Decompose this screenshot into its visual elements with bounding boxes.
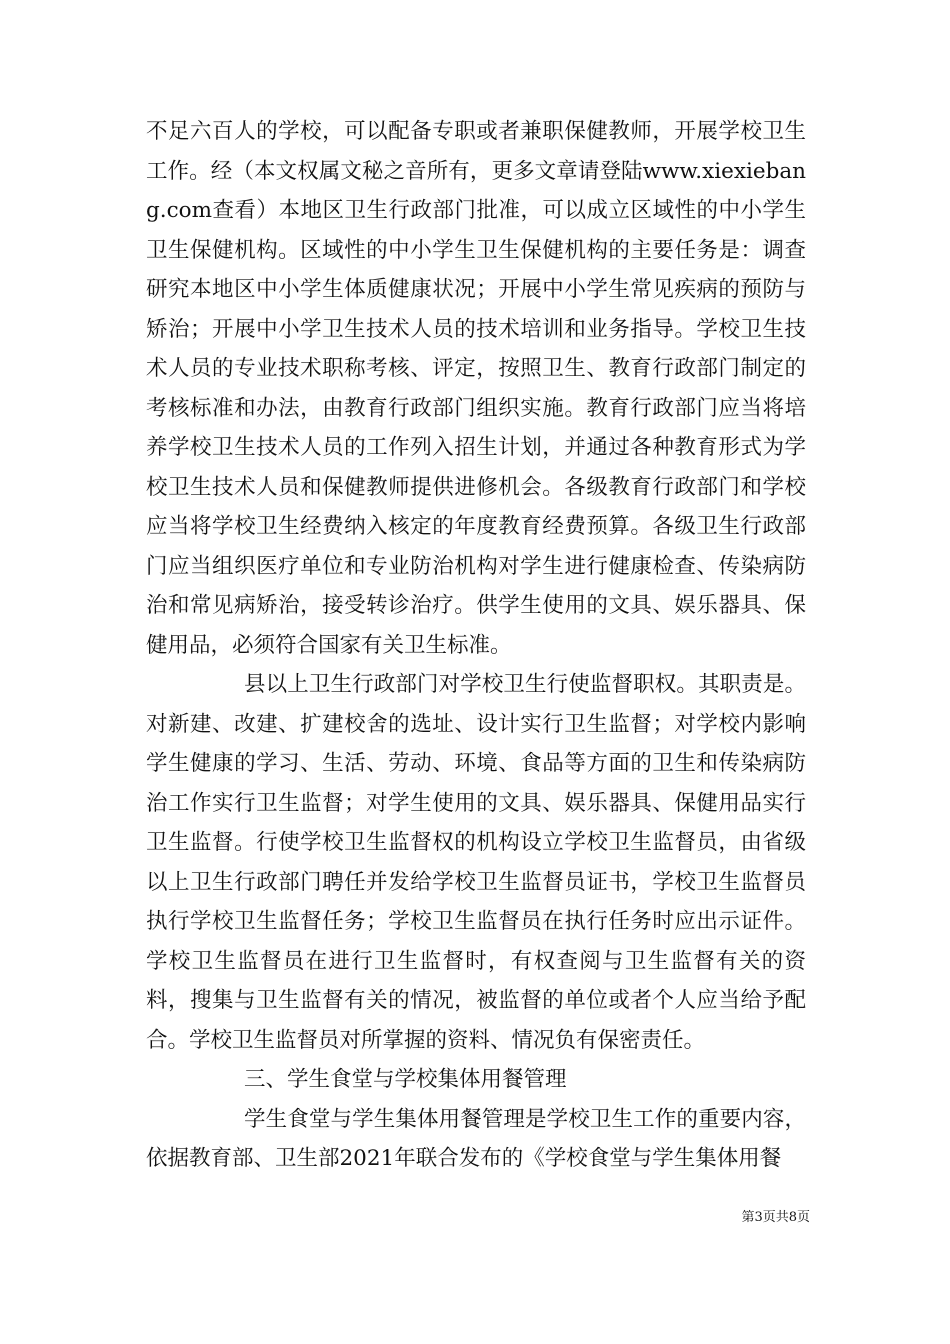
- paragraph-school-health-staff: 不足六百人的学校，可以配备专职或者兼职保健教师，开展学校卫生工作。经（本文权属文秘之音所有，更多文章请登陆www.xiexiebang.com查看）本地区卫生行政部门批准，可以成立区域性的中小学生卫生保健机构。区域性的中小学生卫生保健机构的主要任务是：调查研究本地区中小学生体质健康状况；开展中小学生常见疾病的预防与矫治；开展中小学卫生技术人员的技术培训和业务指导。学校卫生技术人员的专业技术职称考核、评定，按照卫生、教育行政部门制定的考核标准和办法，由教育行政部门组织实施。教育行政部门应当将培养学校卫生技术人员的工作列入招生计划，并通过各种教育形式为学校卫生技术人员和保健教师提供进修机会。各级教育行政部门和学校应当将学校卫生经费纳入核定的年度教育经费预算。各级卫生行政部门应当组织医疗单位和专业防治机构对学生进行健康检查、传染病防治和常见病矫治，接受转诊治疗。供学生使用的文具、娱乐器具、保健用品，必须符合国家有关卫生标准。: [146, 119, 806, 658]
- paragraph-canteen-management: 学生食堂与学生集体用餐管理是学校卫生工作的重要内容，依据教育部、卫生部2021年联合发布的《学校食堂与学生集体用餐: [146, 1106, 806, 1171]
- document-body: [146, 112, 806, 1179]
- section-heading-canteen: 三、学生食堂与学校集体用餐管理: [244, 1067, 567, 1092]
- page-number: 第3页共8页: [741, 1210, 810, 1225]
- paragraph-health-supervision: 县以上卫生行政部门对学校卫生行使监督职权。其职责是。对新建、改建、扩建校舍的选址、设计实行卫生监督；对学校内影响学生健康的学习、生活、劳动、环境、食品等方面的卫生和传染病防治工作实行卫生监督；对学生使用的文具、娱乐器具、保健用品实行卫生监督。行使学校卫生监督权的机构设立学校卫生监督员，由省级以上卫生行政部门聘任并发给学校卫生监督员证书，学校卫生监督员执行学校卫生监督任务；学校卫生监督员在执行任务时应出示证件。学校卫生监督员在进行卫生监督时，有权查阅与卫生监督有关的资料，搜集与卫生监督有关的情况，被监督的单位或者个人应当给予配合。学校卫生监督员对所掌握的资料、情况负有保密责任。: [146, 672, 806, 1053]
